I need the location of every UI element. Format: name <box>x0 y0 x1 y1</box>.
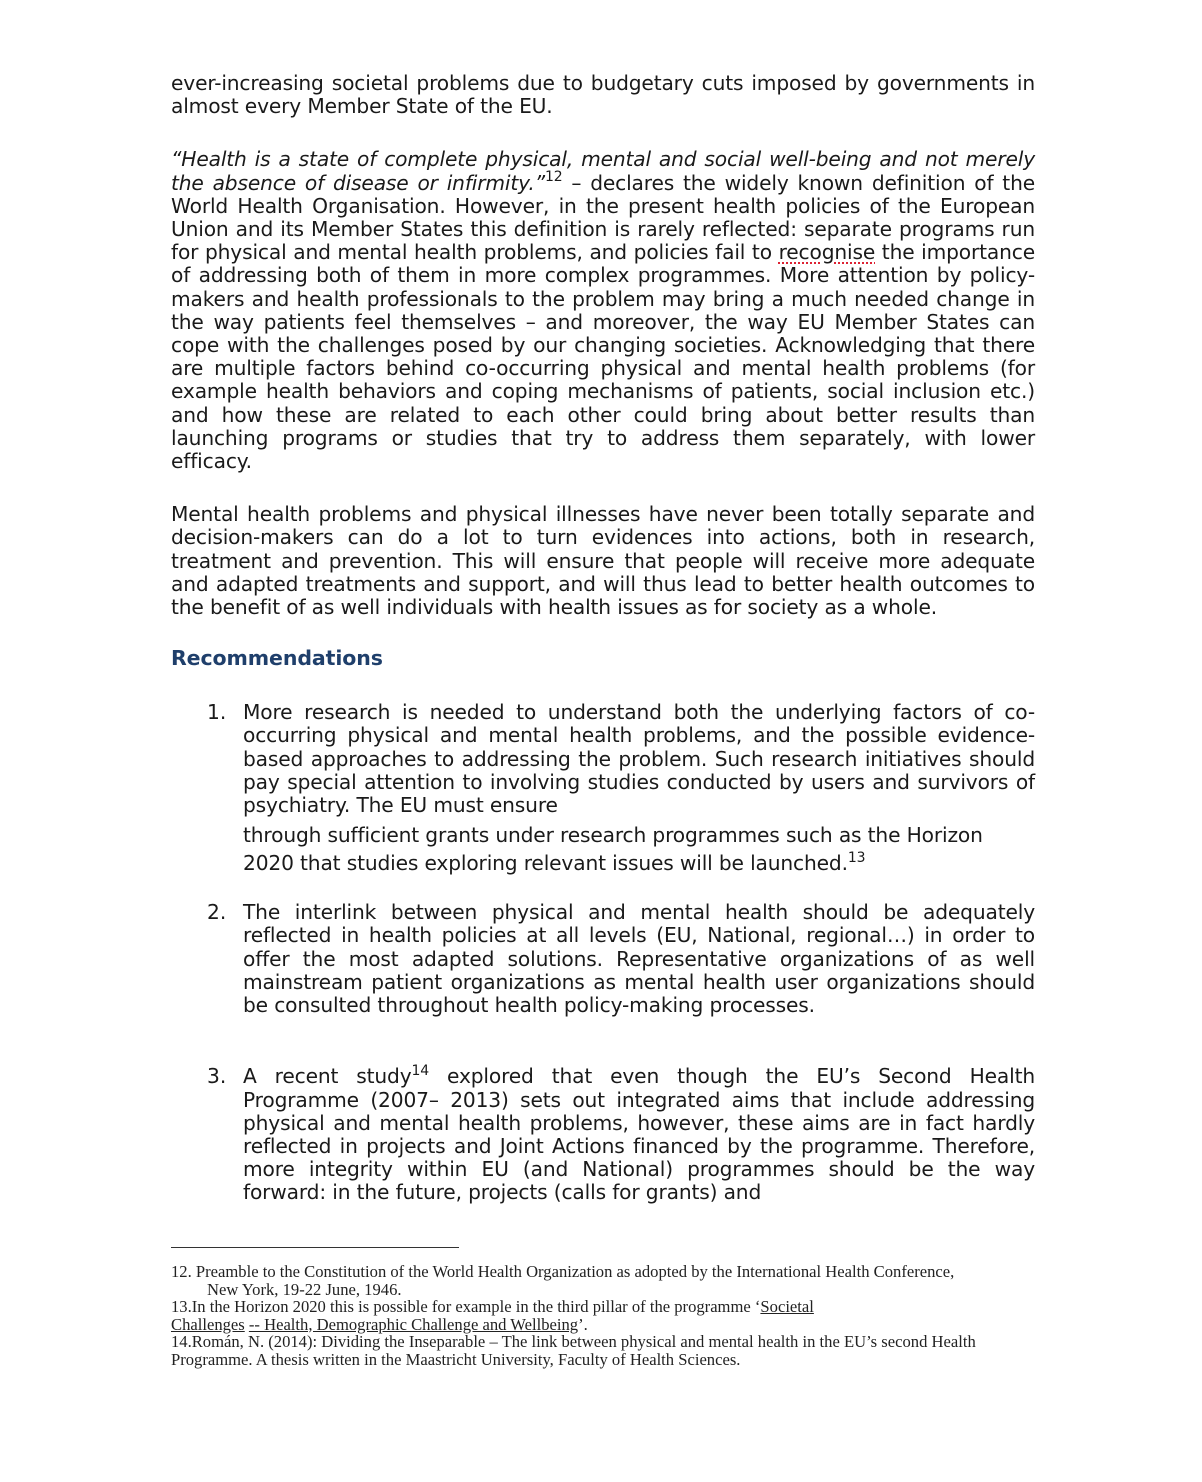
list-number: 2. <box>207 900 227 925</box>
recommendation-item <box>171 1062 1035 1205</box>
footnote-ref-13[interactable]: 13 <box>847 849 866 866</box>
recommendation-item <box>171 901 1035 1017</box>
recommendation-text: explored that even though the EU’s Second Health Programme (2007– 2013) sets out integrated aims that include addressing physical and mental health problems, however, these aims are in fact hardly reflected in projects and Joint Actions financed by the programme. Therefore, more integrity within EU (and National) programmes should be the way forward: in the future, projects (calls for grants) and <box>243 1064 1035 1205</box>
footnote-text: 13.In the Horizon 2020 this is possible for example in the third pillar of the programme ‘ <box>171 1297 761 1316</box>
who-definition-paragraph <box>171 148 1035 473</box>
mental-physical-paragraph: Mental health problems and physical illnesses have never been totally separate and decision-makers can do a lot to turn evidences into actions, both in research, treatment and prevention. This will ensure that people will receive more adequate and adapted treatments and support, and will thus lead to better health outcomes to the benefit of as well individuals with health issues as for society as a whole. <box>171 502 1035 620</box>
recommendations-list <box>171 701 1035 1204</box>
section-heading-recommendations: Recommendations <box>171 646 383 671</box>
footnote-text: ’. <box>578 1314 588 1334</box>
footnote-12 <box>171 1263 1031 1298</box>
footnote-link[interactable]: -- Health, Demographic Challenge and Wellbeing <box>248 1314 579 1334</box>
list-number: 3. <box>207 1064 227 1089</box>
recommendation-text: A recent study <box>243 1064 412 1089</box>
footnote-ref-12[interactable]: 12 <box>544 168 563 185</box>
recommendation-text: The interlink between physical and mental health should be adequately reflected in health policies at all levels (EU, National, regional…) in order to offer the most adapted solutions. Representative organizations of as well mainstream patient organizations as mental health user organizations should be consulted throughout health policy-making processes. <box>243 900 1035 1018</box>
recommendation-text-continued <box>243 821 1035 877</box>
recommendation-item <box>171 701 1035 877</box>
footnote-14: 14.Román, N. (2014): Dividing the Inseparable – The link between physical and mental health in the EU’s second Health Programme. A thesis written in the Maastricht University, Faculty of Health Sciences. <box>171 1332 976 1369</box>
footnote-link[interactable]: Challenges <box>171 1314 245 1334</box>
footnote-text: New York, 19-22 June, 1946. <box>207 1279 402 1299</box>
recommendation-text: through sufficient grants under research programmes such as the Horizon 2020 that studies exploring relevant issues will be launched. <box>243 823 983 876</box>
footnote-ref-14[interactable]: 14 <box>411 1062 430 1079</box>
document-page <box>171 72 1035 1229</box>
who-quote: “Health is a state of complete physical, mental and social well-being and not merely the absence of disease or infirmity.” <box>171 147 1035 195</box>
footnote-text: 12. Preamble to the Constitution of the World Health Organization as adopted by the International Health Conference, <box>171 1262 955 1281</box>
paragraph-text: the importance of addressing both of them in more complex programmes. More attention by policy-makers and health professionals to the problem may bring a much needed change in the way patients feel themselves – and moreover, the way EU Member States can cope with the challenges posed by our changing societies. Acknowledging that there are multiple factors behind co-occurring physical and mental health problems (for example health behaviors and coping mechanisms of patients, social inclusion etc.) and how these are related to each other could bring about better results than launching programs or studies that try to address them separately, with lower efficacy. <box>171 240 1035 474</box>
footnote-13 <box>171 1298 1031 1333</box>
paragraph-text: – declares the widely known definition of the World Health Organisation. However, in the present health policies of the European Union and its Member States this definition is rarely reflected: separate programs run for physical and mental health problems, and policies fail to <box>171 170 1035 265</box>
intro-paragraph: ever-increasing societal problems due to budgetary cuts imposed by governments in almost every Member State of the EU. <box>171 71 1035 119</box>
recommendation-text <box>243 1062 1035 1205</box>
list-number: 1. <box>207 700 227 725</box>
footnote-separator <box>171 1247 459 1248</box>
recommendation-text: More research is needed to understand both the underlying factors of co-occurring physical and mental health problems, and the possible evidence-based approaches to addressing the problem. Such research initiatives should pay special attention to involving studies conducted by users and survivors of psychiatry. The EU must ensure <box>243 700 1035 818</box>
spellcheck-flagged-word[interactable]: recognise <box>778 240 876 265</box>
footnotes <box>171 1263 1031 1368</box>
footnote-link[interactable]: Societal <box>760 1297 814 1316</box>
